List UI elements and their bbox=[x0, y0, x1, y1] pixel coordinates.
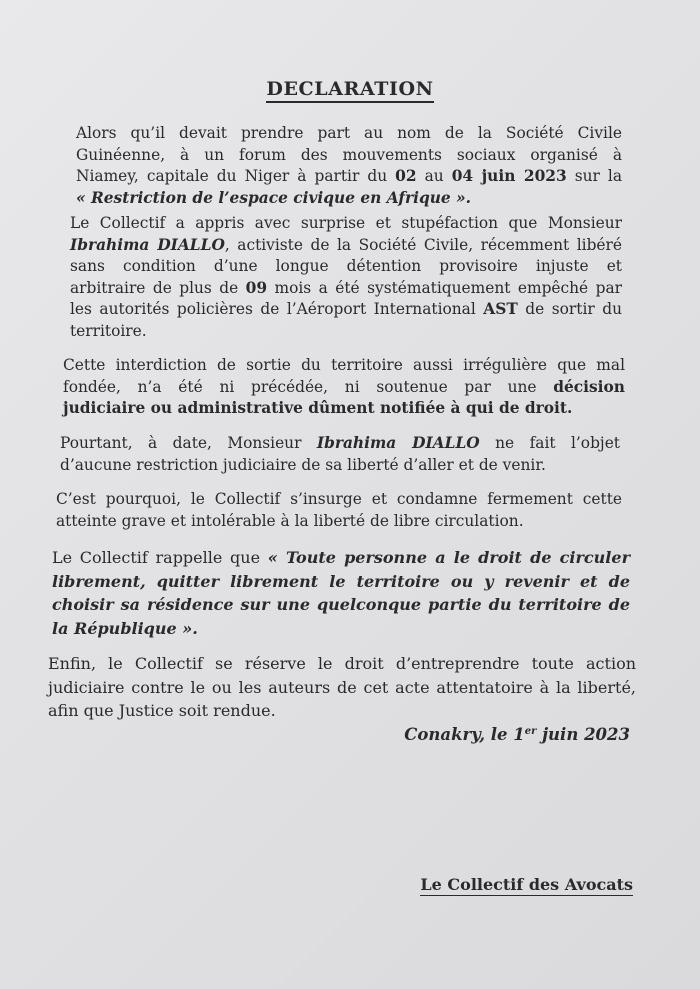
p3-line-2-bold: décision bbox=[553, 377, 625, 396]
p2-line-4-end: mois a été systématiquement empêché par bbox=[267, 278, 622, 297]
p1-line-3-end: sur la bbox=[566, 167, 622, 185]
p7-line-2: judiciaire contre le ou les auteurs de cet acte attentatoire à la liberté, bbox=[48, 677, 636, 697]
signature-block bbox=[380, 875, 633, 894]
p2-line-3: sans condition d’une longue détention provisoire injuste et bbox=[70, 257, 622, 275]
p4-line-2: d’aucune restriction judiciaire de sa liberté d’aller et de venir. bbox=[60, 455, 546, 474]
p1-line-1: Alors qu’il devait prendre part au nom de la Société Civile bbox=[76, 124, 622, 142]
forum-topic: « Restriction de l’espace civique en Afrique ». bbox=[76, 188, 472, 207]
paragraph-conclusion bbox=[48, 652, 636, 723]
p6-line-3: choisir sa résidence sur une quelconque partie du territoire de bbox=[52, 595, 630, 614]
date-prefix: Conakry, le 1 bbox=[404, 725, 525, 744]
p6-line-1-quote: « Toute personne a le droit de circuler bbox=[267, 548, 630, 567]
document-title bbox=[0, 78, 700, 100]
p4-line-1-end: ne fait l’objet bbox=[479, 434, 620, 452]
p5-line-2: atteinte grave et intolérable à la liberté de libre circulation. bbox=[56, 511, 524, 530]
p2-line-2 bbox=[70, 235, 622, 257]
paragraph-prohibition bbox=[63, 355, 625, 420]
p2-line-4 bbox=[70, 278, 622, 300]
p1-line-3-text: Niamey, capitale du Niger à partir du bbox=[76, 167, 396, 185]
p2-line-2-text: , activiste de la Société Civile, récemment libéré bbox=[224, 235, 622, 254]
p3-line-3-bold: judiciaire ou administrative dûment notifiée à qui de droit. bbox=[63, 399, 573, 417]
paragraph-context bbox=[76, 123, 622, 209]
airport-code: AST bbox=[483, 300, 518, 318]
start-date: 02 bbox=[395, 167, 417, 185]
place-date bbox=[380, 725, 630, 744]
end-date: 04 juin 2023 bbox=[451, 167, 567, 185]
p6-line-1-text: Le Collectif rappelle que bbox=[52, 548, 268, 567]
p4-line-1-text: Pourtant, à date, Monsieur bbox=[60, 434, 317, 452]
date-suffix: juin 2023 bbox=[536, 725, 630, 744]
p6-line-2: librement, quitter librement le territoire ou y revenir et de bbox=[52, 571, 630, 591]
person-name-2: Ibrahima DIALLO bbox=[316, 434, 480, 452]
paragraph-law-reminder bbox=[52, 546, 630, 640]
p7-line-1: Enfin, le Collectif se réserve le droit d’entreprendre toute action bbox=[48, 654, 636, 673]
paragraph-condemnation bbox=[56, 489, 622, 532]
p3-line-3 bbox=[63, 398, 625, 420]
p1-line-3 bbox=[76, 166, 622, 188]
p6-line-4: la République ». bbox=[52, 618, 198, 638]
p2-line-5-text: les autorités policières de l’Aéroport International bbox=[70, 300, 484, 318]
signatory: Le Collectif des Avocats bbox=[420, 875, 633, 894]
p7-line-3: afin que Justice soit rendue. bbox=[48, 701, 276, 720]
p2-line-5 bbox=[70, 299, 622, 321]
p2-line-5-end: de sortir du bbox=[517, 300, 622, 318]
title-text: DECLARATION bbox=[266, 78, 433, 103]
p2-line-1: Le Collectif a appris avec surprise et stupéfaction que Monsieur bbox=[70, 214, 622, 232]
p1-line-3-mid: au bbox=[416, 167, 452, 185]
p3-line-2-text: fondée, n’a été ni précédée, ni soutenue par une bbox=[63, 377, 554, 396]
paragraph-status bbox=[60, 433, 620, 476]
p2-line-6: territoire. bbox=[70, 321, 147, 340]
detention-months: 09 bbox=[245, 278, 268, 297]
p6-line-1 bbox=[52, 546, 630, 570]
p3-line-2 bbox=[63, 377, 625, 399]
paragraph-incident bbox=[70, 213, 622, 342]
p5-line-1: C’est pourquoi, le Collectif s’insurge et condamne fermement cette bbox=[56, 490, 622, 508]
date-ordinal: er bbox=[524, 726, 537, 737]
p4-line-1 bbox=[60, 433, 620, 455]
person-name: Ibrahima DIALLO bbox=[70, 235, 225, 254]
p1-line-2: Guinéenne, à un forum des mouvements sociaux organisé à bbox=[76, 145, 622, 164]
p3-line-1: Cette interdiction de sortie du territoire aussi irrégulière que mal bbox=[63, 356, 625, 374]
p2-line-4-text: arbitraire de plus de bbox=[70, 278, 246, 297]
